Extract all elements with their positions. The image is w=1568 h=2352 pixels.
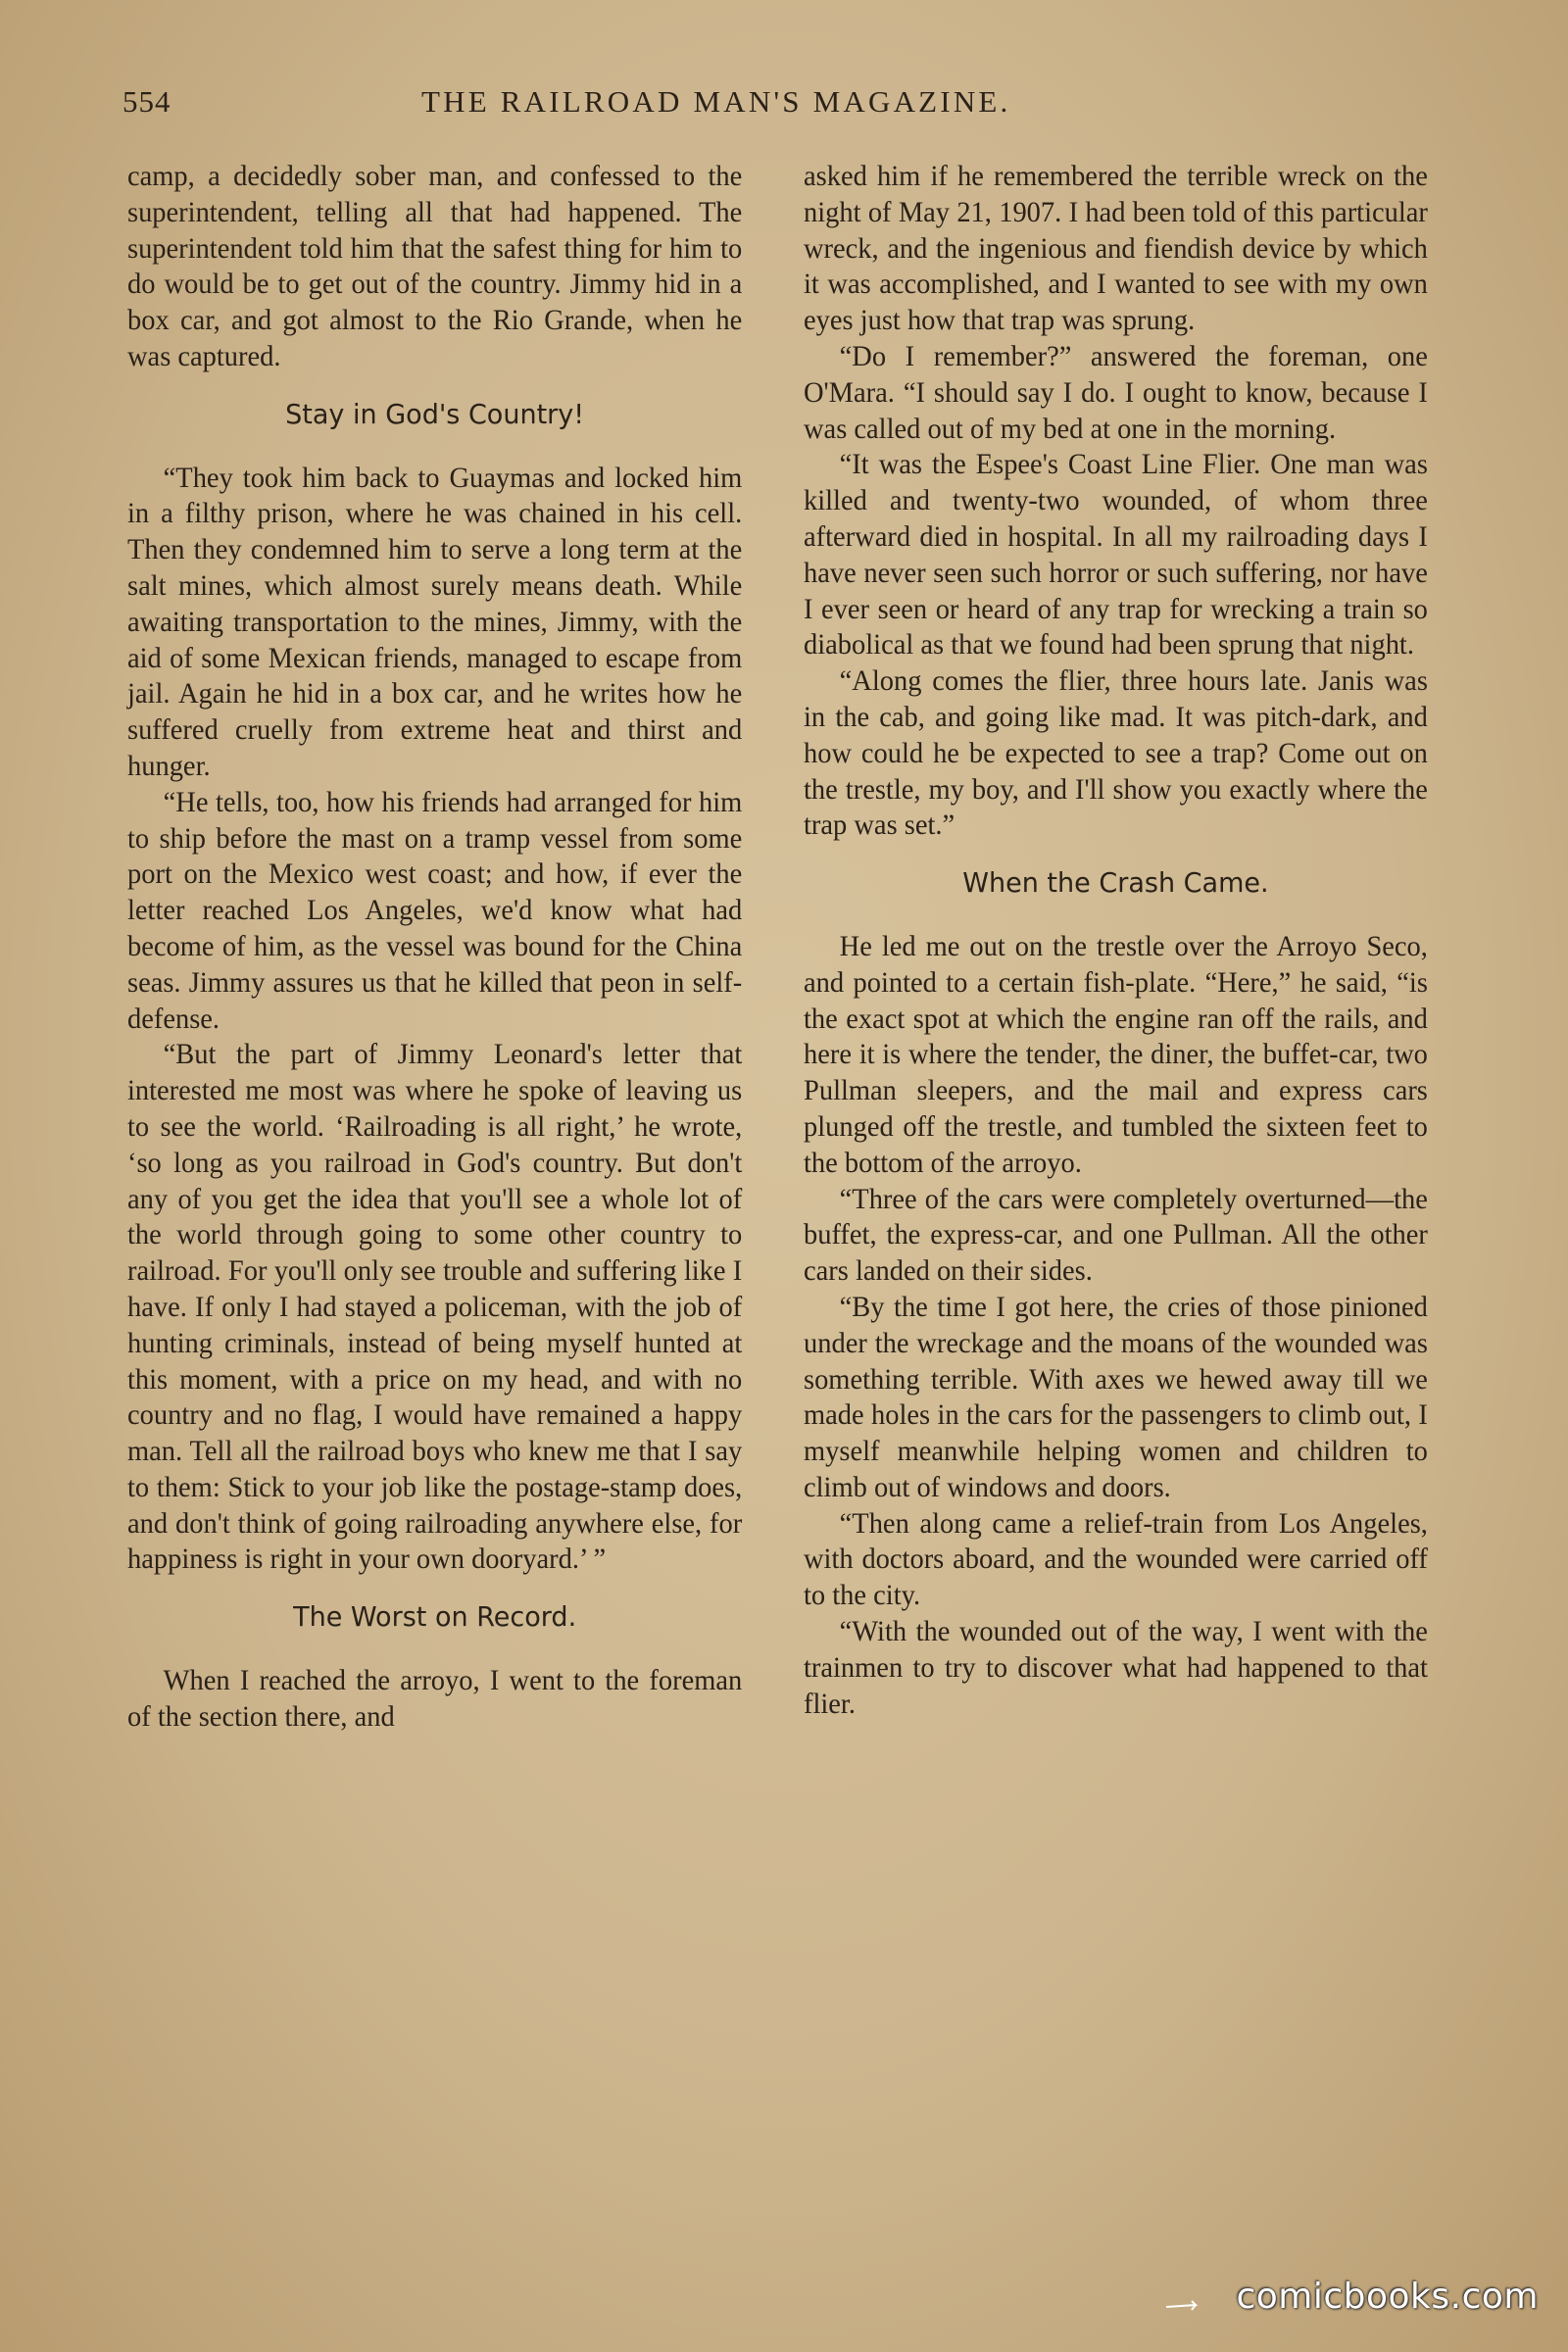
- left-column: [127, 159, 742, 1736]
- paragraph: asked him if he remembered the terrible wreck on the night of May 21, 1907. I had been told of this particular wreck, and the ingenious and fiendish device by which it was accomplished, and I wanted to see with my own eyes just how that trap was sprung.: [804, 161, 1428, 337]
- running-title: THE RAILROAD MAN'S MAGAZINE.: [421, 84, 1011, 119]
- paragraph: camp, a decidedly sober man, and confessed to the superintendent, telling all that had happened. The superintendent told him that the safest thing for him to do would be to get out of the country. Jimmy hid in a box car, and got almost to the Rio Grande, when he was captured.: [127, 161, 743, 372]
- paragraph: “By the time I got here, the cries of those pinioned under the wreckage and the moans of the wounded was something terrible. With axes we hewed away till we made holes in the cars for the passengers to climb out, I myself meanwhile helping women and children to climb out of windows and doors.: [804, 1291, 1428, 1503]
- paragraph: “Do I remember?” answered the foreman, one O'Mara. “I should say I do. I ought to know, because I was called out of my bed at one in the morning.: [804, 340, 1428, 445]
- paragraph: “But the part of Jimmy Leonard's letter that interested me most was where he spoke of leaving us to see the world. ‘Railroading is all right,’ he wrote, ‘so long as you railroad in God's country. But don't any of you get the idea that you'll see a whole lot of the world through going to some other country to railroad. For you'll only see trouble and suffering like I have. If only I had stayed a policeman, with the job of hunting criminals, instead of being myself hunted at this moment, with a price on my head, and with no country and no flag, I would have remained a happy man. Tell all the railroad boys who knew me that I say to them: Stick to your job like the postage-stamp does, and don't think of going railroading anywhere else, for happiness is right in your own dooryard.’ ”: [127, 1039, 743, 1576]
- section-heading: The Worst on Record.: [293, 1600, 577, 1634]
- section-heading: Stay in God's Country!: [285, 397, 585, 430]
- paragraph: “Then along came a relief-train from Los Angeles, with doctors aboard, and the wounded were carried off to the city.: [804, 1507, 1428, 1612]
- paragraph: “Three of the cars were completely overturned—the buffet, the express-car, and one Pullman. All the other cars landed on their sides.: [804, 1183, 1428, 1288]
- paragraph: “They took him back to Guaymas and locked him in a filthy prison, where he was chained in his cell. Then they condemned him to serve a long term at the salt mines, which almost surely means death. While awaiting transportation to the mines, Jimmy, with the aid of some Mexican friends, managed to escape from jail. Again he hid in a box car, and he writes how he suffered cruelly from extreme heat and thirst and hunger.: [127, 462, 743, 782]
- section-heading: When the Crash Came.: [962, 866, 1269, 900]
- site-watermark: comicbooks.com: [1236, 2277, 1539, 2317]
- page-header: [122, 84, 1152, 127]
- right-column: [804, 159, 1428, 1722]
- paragraph: “He tells, too, how his friends had arranged for him to ship before the mast on a tramp vessel from some port on the Mexico west coast; and how, if ever the letter reached Los Angeles, we'd know what had become of him, as the vessel was bound for the China seas. Jimmy assures us that he killed that peon in self-defense.: [127, 786, 743, 1035]
- page-number: 554: [122, 84, 172, 119]
- paragraph: “Along comes the flier, three hours late. Janis was in the cab, and going like mad. It was pitch-dark, and how could he be expected to see a trap? Come out on the trestle, my boy, and I'll show you exactly where the trap was set.”: [804, 665, 1428, 842]
- arrow-icon: [1166, 2299, 1205, 2311]
- paragraph: “With the wounded out of the way, I went with the trainmen to try to discover what had happened to that flier.: [804, 1616, 1428, 1720]
- paragraph: When I reached the arroyo, I went to the foreman of the section there, and: [127, 1665, 743, 1733]
- paragraph: “It was the Espee's Coast Line Flier. One man was killed and twenty-two wounded, of whom three afterward died in hospital. In all my railroading days I have never seen such horror or such suffering, nor have I ever seen or heard of any trap for wrecking a train so diabolical as that we found had been sprung that night.: [804, 449, 1428, 662]
- paragraph: He led me out on the trestle over the Arroyo Seco, and pointed to a certain fish-plate. “Here,” he said, “is the exact spot at which the engine ran off the rails, and here it is where the tender, the diner, the buffet-car, two Pullman sleepers, and the mail and express cars plunged off the trestle, and tumbled the sixteen feet to the bottom of the arroyo.: [804, 930, 1428, 1179]
